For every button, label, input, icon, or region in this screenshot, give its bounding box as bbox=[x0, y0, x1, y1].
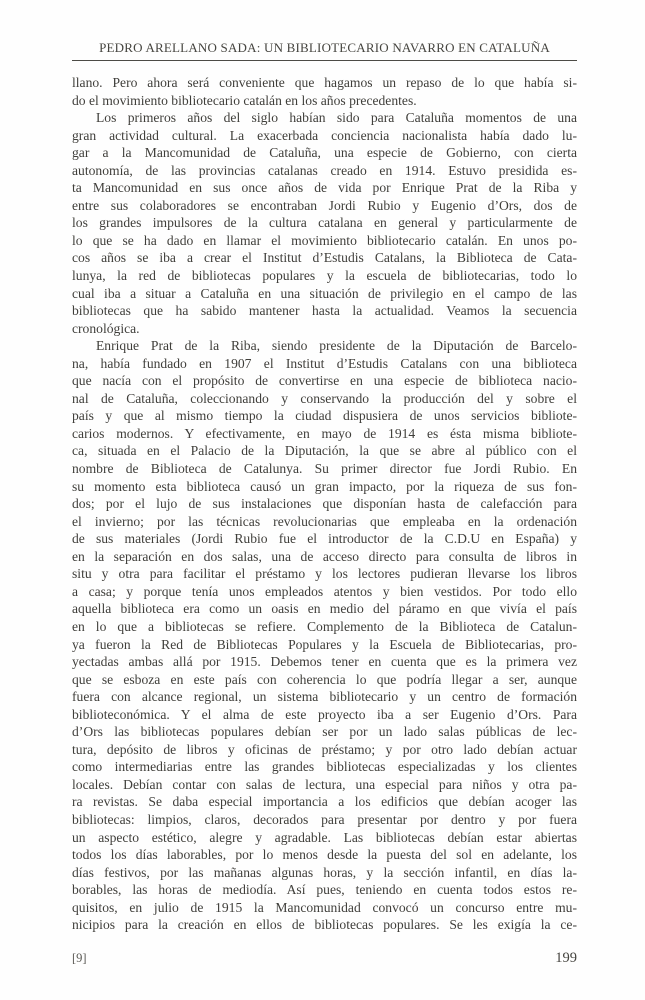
text-line: lo que se ha dado en llamar el movimiento bibliotecario catalán. En unos po- bbox=[72, 232, 577, 248]
text-line: yectadas ambas allá por 1915. Debemos tener en cuenta que es la primera vez bbox=[72, 654, 577, 670]
text-line: que se esboza en este país con coherencia lo que podría llegar a ser, aunque bbox=[72, 671, 577, 687]
text-line: tura, depósito de libros y oficinas de préstamo; y por otro lado debían actuar bbox=[72, 741, 577, 757]
footer-section-marker: [9] bbox=[72, 951, 87, 965]
text-line: gar a la Mancomunidad de Cataluña, una especie de Gobierno, con cierta bbox=[72, 145, 577, 161]
text-line: a casa; y porque tenía unos empleados atentos y bien vestidos. Por todo ello bbox=[72, 583, 577, 599]
page-footer bbox=[72, 950, 577, 967]
text-line: carios modernos. Y efectivamente, en mayo de 1914 es ésta misma bibliote- bbox=[72, 425, 577, 441]
text-line: Enrique Prat de la Riba, siendo presidente de la Diputación de Barcelo- bbox=[96, 338, 577, 354]
text-line: días festivos, por las mañanas algunas horas, y la sección infantil, en días la- bbox=[72, 864, 577, 880]
text-line: na, había fundado en 1907 el Institut d’Estudis Catalans con una biblioteca bbox=[72, 355, 577, 371]
body-text bbox=[72, 74, 577, 934]
text-line: dos; por el lujo de sus instalaciones que disponían hasta de calefacción para bbox=[72, 496, 577, 512]
text-line: entre sus colaboradores se encontraban Jordi Rubio y Eugenio d’Ors, dos de bbox=[72, 197, 577, 213]
text-line: ta Mancomunidad en sus once años de vida por Enrique Prat de la Riba y bbox=[72, 180, 577, 196]
text-line: Los primeros años del siglo habían sido para Cataluña momentos de una bbox=[96, 110, 577, 126]
text-line: fuera con alcance regional, un sistema bibliotecario y un centro de formación bbox=[72, 689, 577, 705]
text-line: su momento esta biblioteca causó un gran impacto, por la riqueza de sus fon- bbox=[72, 478, 577, 494]
text-line: aquella biblioteca era como un oasis en medio del páramo en que vivía el país bbox=[72, 601, 577, 617]
text-line: ya fueron la Red de Bibliotecas Populares y la Escuela de Bibliotecarias, pro- bbox=[72, 636, 577, 652]
text-line: bibliotecas que ha sabido mantener hasta la actualidad. Veamos la secuencia bbox=[72, 303, 577, 319]
text-line: gran actividad cultural. La exacerbada conciencia nacionalista había dado lu- bbox=[72, 127, 577, 143]
text-line: nicipios para la creación en ellos de bibliotecas populares. Se les exigía la ce- bbox=[72, 917, 577, 933]
text-line: borables, las horas de mediodía. Así pues, teniendo en cuenta todos estos re- bbox=[72, 882, 577, 898]
text-line: como intermediarias entre las grandes bibliotecas especializadas y los clientes bbox=[72, 759, 577, 775]
text-line: situ y otra para facilitar el préstamo y los lectores pudieran llevarse los libros bbox=[72, 566, 577, 582]
text-line: en lo que a bibliotecas se refiere. Complemento de la Biblioteca de Catalun- bbox=[72, 618, 577, 634]
text-line: los grandes impulsores de la cultura catalana en general y particularmente de bbox=[72, 215, 577, 231]
text-line: llano. Pero ahora será conveniente que hagamos un repaso de lo que había si- bbox=[72, 75, 577, 90]
text-line: de sus materiales (Jordi Rubio fue el introductor de la C.D.U en España) y bbox=[72, 531, 577, 547]
text-line: bibliotecas: limpios, claros, decorados para presentar por dentro y por fuera bbox=[72, 811, 577, 827]
text-line: locales. Debían contar con salas de lectura, una especial para niños y otra pa- bbox=[72, 776, 577, 792]
text-line: nombre de Biblioteca de Catalunya. Su primer director fue Jordi Rubio. En bbox=[72, 461, 577, 477]
text-line: cronológica. bbox=[72, 320, 140, 336]
text-line: todos los días laborables, por lo menos desde la puesta del sol en adelante, los bbox=[72, 847, 577, 863]
text-line: d’Ors las bibliotecas populares debían ser por un lado salas públicas de lec- bbox=[72, 724, 577, 740]
text-line: país y que al mismo tiempo la ciudad dispusiera de unos servicios bibliote- bbox=[72, 408, 577, 424]
text-line: cual iba a situar a Cataluña en una situación de privilegio en el campo de las bbox=[72, 285, 577, 301]
text-line: en la separación en dos salas, una de acceso directo para consulta de libros in bbox=[72, 548, 577, 564]
text-line: nal de Cataluña, coleccionando y conservando la producción del y sobre el bbox=[72, 390, 577, 406]
text-line: lunya, la red de bibliotecas populares y la escuela de bibliotecarias, todo lo bbox=[72, 268, 577, 284]
text-line: biblioteconómica. Y el alma de este proyecto iba a ser Eugenio d’Ors. Para bbox=[72, 706, 577, 722]
text-line: el invierno; por las técnicas revolucionarias que empleaba en la ordenación bbox=[72, 513, 577, 529]
text-line: ca, situada en el Palacio de la Diputación, la que se abre al público con el bbox=[72, 443, 577, 459]
running-head-title: PEDRO ARELLANO SADA: UN BIBLIOTECARIO NAVARRO EN CATALUÑA bbox=[72, 40, 577, 61]
footer-page-number: 199 bbox=[555, 950, 577, 966]
text-line: autonomía, de las provincias catalanas creado en 1914. Estuvo presidida es- bbox=[72, 162, 577, 178]
text-line: quisitos, en julio de 1915 la Mancomunidad convocó un concurso entre mu- bbox=[72, 899, 577, 915]
text-line: un aspecto estético, alegre y agradable. Las bibliotecas debían estar abiertas bbox=[72, 829, 577, 845]
text-line: ra revistas. Se daba especial importancia a los edificios que debían acoger las bbox=[72, 794, 577, 810]
text-line: do el movimiento bibliotecario catalán en los años precedentes. bbox=[72, 92, 417, 108]
text-line: que nacía con el propósito de convertirse en una especie de biblioteca nacio- bbox=[72, 373, 577, 389]
text-line: cos años se iba a crear el Institut d’Estudis Catalans, la Biblioteca de Cata- bbox=[72, 250, 577, 266]
